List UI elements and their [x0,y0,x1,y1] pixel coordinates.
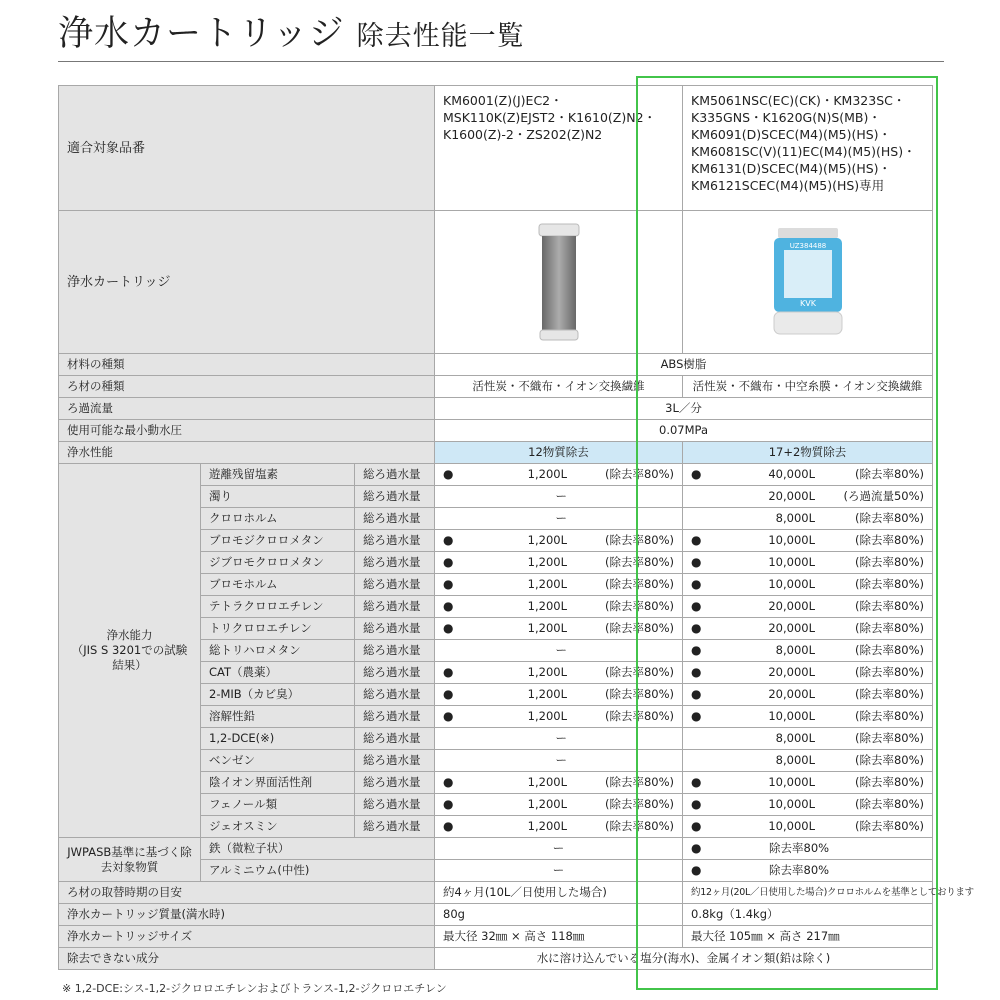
result-wrap [443,511,674,526]
metric-label: 総ろ過水量 [355,772,435,794]
result-wrap [691,797,924,812]
substance-name: 溶解性鉛 [201,706,355,728]
result-a [435,530,683,552]
row-pressure [59,420,933,442]
mark-dot: ● [691,467,702,481]
metric-label: 総ろ過水量 [355,464,435,486]
result-b [683,728,933,750]
mark-dot: ● [443,797,454,811]
result-a [435,618,683,640]
filter-material-b: 活性炭・不織布・中空糸膜・イオン交換繊維 [683,376,933,398]
substance-name: 鉄（微粒子状） [201,838,435,860]
flow-value: 3L／分 [435,398,933,420]
result-b [683,772,933,794]
result-wrap [691,577,924,592]
removal-note: (除去率80%) [854,687,924,701]
product-number-text: UZ384488 [789,242,826,250]
filtered-volume: 20,000L [768,489,815,503]
label-models: 適合対象品番 [59,86,435,211]
label-pressure: 使用可能な最小動水圧 [59,420,435,442]
filtered-volume: 1,200L [527,665,567,679]
removal-note: (除去率80%) [854,819,924,833]
removal-note: (除去率80%) [854,467,924,481]
removal-note: (ろ過流量50%) [843,489,924,503]
result-a [435,508,683,530]
page-title [58,6,525,56]
substance-name: 総トリハロメタン [201,640,355,662]
result-a [435,662,683,684]
filtered-volume: 10,000L [768,819,815,833]
capacity-subtitle: （JIS S 3201での試験結果） [71,643,188,672]
cartridge-b-image [683,211,933,354]
removal-note: (除去率80%) [604,577,674,591]
result-b [683,596,933,618]
substance-name: CAT（農薬） [201,662,355,684]
result-a [435,816,683,838]
metric-label: 総ろ過水量 [355,574,435,596]
result-wrap [443,687,674,702]
removal-note: (除去率80%) [854,665,924,679]
removal-note: (除去率80%) [604,599,674,613]
filtered-volume: 20,000L [768,687,815,701]
removal-rate: 除去率80% [769,841,830,855]
result-a [435,640,683,662]
result-b [683,552,933,574]
removal-note: (除去率80%) [854,621,924,635]
mark-dot: ● [691,599,702,613]
metric-label: 総ろ過水量 [355,486,435,508]
filtered-volume: 1,200L [527,599,567,613]
result-b [683,464,933,486]
removal-note: (除去率80%) [854,511,924,525]
result-a [435,596,683,618]
removal-note: (除去率80%) [604,819,674,833]
label-material: 材料の種類 [59,354,435,376]
filtered-volume: 40,000L [768,467,815,481]
jwpasb-a: ー [435,838,683,860]
result-wrap [443,797,674,812]
result-b [683,618,933,640]
mark-dot: ● [443,599,454,613]
filtered-volume: 10,000L [768,775,815,789]
substance-name: アルミニウム(中性) [201,860,435,882]
mark-dot: ● [443,533,454,547]
result-wrap [443,819,674,834]
result-wrap [443,621,674,636]
removal-note: (除去率80%) [854,577,924,591]
result-wrap [691,489,924,504]
removal-note: (除去率80%) [854,533,924,547]
filtered-volume: 1,200L [527,467,567,481]
substance-name: フェノール類 [201,794,355,816]
filtered-volume: 20,000L [768,599,815,613]
title-sub: 除去性能一覧 [356,21,525,52]
pressure-value: 0.07MPa [435,420,933,442]
filtered-volume: 20,000L [768,665,815,679]
result-wrap [443,665,674,680]
filtered-volume: 10,000L [768,555,815,569]
row-replace [59,882,933,904]
result-wrap [691,511,924,526]
filtered-volume: 1,200L [527,819,567,833]
label-capacity [59,464,201,838]
filtered-volume: 10,000L [768,533,815,547]
label-size: 浄水カートリッジサイズ [59,926,435,948]
substance-name: テトラクロロエチレン [201,596,355,618]
result-wrap [691,643,924,658]
result-b [683,750,933,772]
metric-label: 総ろ過水量 [355,684,435,706]
mark-dot: ● [443,687,454,701]
footnote: ※ 1,2-DCE:シス-1,2-ジクロロエチレンおよびトランス-1,2-ジクロロエチレン [62,982,447,995]
filtered-volume: 10,000L [768,709,815,723]
mark-dot: ● [691,709,702,723]
row-cartridge [59,211,933,354]
row-models [59,86,933,211]
result-a [435,728,683,750]
mark-dot: ● [691,863,702,877]
substance-name: ブロモジクロロメタン [201,530,355,552]
metric-label: 総ろ過水量 [355,728,435,750]
substance-name: ブロモホルム [201,574,355,596]
result-wrap [691,467,924,482]
brand-text: KVK [799,299,816,308]
result-wrap [691,775,924,790]
jwpasb-b [683,838,933,860]
filtered-volume: ー [555,731,567,745]
mark-dot: ● [443,665,454,679]
removal-note: (除去率80%) [604,621,674,635]
metric-label: 総ろ過水量 [355,750,435,772]
filtered-volume: 1,200L [527,533,567,547]
removal-note: (除去率80%) [604,709,674,723]
mark-dot: ● [443,467,454,481]
jwpasb-b [683,860,933,882]
kvk-cartridge-icon [768,226,848,338]
weight-b: 0.8kg（1.4kg） [683,904,933,926]
slim-cartridge-icon [534,222,584,342]
result-b [683,684,933,706]
mark-dot: ● [443,577,454,591]
label-flow: ろ過流量 [59,398,435,420]
result-b [683,574,933,596]
result-wrap [691,819,924,834]
mark-dot: ● [691,819,702,833]
performance-b: 17+2物質除去 [683,442,933,464]
removal-rate: 除去率80% [769,863,830,877]
filtered-volume: ー [555,489,567,503]
metric-label: 総ろ過水量 [355,662,435,684]
jwpasb-a: ー [435,860,683,882]
filtered-volume: 20,000L [768,621,815,635]
mark-dot: ● [443,775,454,789]
removal-note: (除去率80%) [604,797,674,811]
removal-note: (除去率80%) [854,709,924,723]
removal-note: (除去率80%) [854,555,924,569]
mark-dot: ● [691,775,702,789]
substance-name: 濁り [201,486,355,508]
result-b [683,486,933,508]
result-wrap [443,555,674,570]
removal-note: (除去率80%) [854,775,924,789]
row-size [59,926,933,948]
removal-note: (除去率80%) [854,797,924,811]
result-wrap [691,863,924,878]
mark-dot: ● [691,533,702,547]
capacity-title: 浄水能力 [106,628,153,642]
substance-name: 遊離残留塩素 [201,464,355,486]
result-wrap [691,709,924,724]
row-not-removed [59,948,933,970]
metric-label: 総ろ過水量 [355,596,435,618]
filtered-volume: 10,000L [768,577,815,591]
removal-note: (除去率80%) [854,643,924,657]
row-flow [59,398,933,420]
substance-name: ベンゼン [201,750,355,772]
mark-dot: ● [443,819,454,833]
metric-label: 総ろ過水量 [355,816,435,838]
spec-table [58,85,974,970]
filtered-volume: ー [555,643,567,657]
result-wrap [443,533,674,548]
substance-name: 1,2-DCE(※) [201,728,355,750]
models-b: KM5061NSC(EC)(CK)・KM323SC・K335GNS・K1620G(N)S(MB)・KM6091(D)SCEC(M4)(M5)(HS)・KM6081SC(V)(11)EC(M4)(M5)(HS)・KM6131(D)SCEC(M4)(M5)(HS)・KM6121SCEC(M4)(M5)(HS)専用 [683,86,933,211]
result-a [435,552,683,574]
result-wrap [691,533,924,548]
models-a: KM6001(Z)(J)EC2・MSK110K(Z)EJST2・K1610(Z)N2・K1600(Z)-2・ZS202(Z)N2 [435,86,683,211]
filtered-volume: ー [555,511,567,525]
result-wrap [443,753,674,768]
weight-a: 80g [435,904,683,926]
result-b [683,794,933,816]
mark-dot: ● [691,841,702,855]
result-wrap [443,709,674,724]
result-a [435,486,683,508]
result-wrap [691,753,924,768]
removal-note: (除去率80%) [604,467,674,481]
material-value: ABS樹脂 [435,354,933,376]
result-wrap [443,731,674,746]
table-row [59,838,933,860]
removal-note: (除去率80%) [854,599,924,613]
substance-name: ジブロモクロロメタン [201,552,355,574]
substance-name: トリクロロエチレン [201,618,355,640]
result-a [435,464,683,486]
result-b [683,816,933,838]
filtered-volume: 8,000L [775,511,815,525]
result-wrap [691,555,924,570]
filtered-volume: 1,200L [527,797,567,811]
result-a [435,794,683,816]
result-wrap [443,643,674,658]
title-main: 浄水カートリッジ [58,14,345,54]
filtered-volume: 1,200L [527,709,567,723]
row-weight [59,904,933,926]
metric-label: 総ろ過水量 [355,618,435,640]
size-b: 最大径 105㎜ × 高さ 217㎜ [683,926,933,948]
result-wrap [691,621,924,636]
mark-dot: ● [691,643,702,657]
filtered-volume: 8,000L [775,731,815,745]
result-wrap [443,467,674,482]
result-b [683,508,933,530]
filter-material-a: 活性炭・不織布・イオン交換繊維 [435,376,683,398]
label-not-removed: 除去できない成分 [59,948,435,970]
metric-label: 総ろ過水量 [355,794,435,816]
substance-name: 2-MIB（カビ臭） [201,684,355,706]
result-a [435,750,683,772]
result-b [683,530,933,552]
mark-dot: ● [691,555,702,569]
metric-label: 総ろ過水量 [355,530,435,552]
filtered-volume: 8,000L [775,753,815,767]
table-row [59,464,933,486]
metric-label: 総ろ過水量 [355,640,435,662]
cartridge-a-image [435,211,683,354]
result-wrap [443,599,674,614]
label-jwpasb: JWPASB基準に基づく除去対象物質 [59,838,201,882]
filtered-volume: 8,000L [775,643,815,657]
result-wrap [443,577,674,592]
label-filter-material: ろ材の種類 [59,376,435,398]
removal-note: (除去率80%) [854,753,924,767]
mark-dot: ● [691,577,702,591]
substance-name: 陰イオン界面活性剤 [201,772,355,794]
result-b [683,706,933,728]
result-wrap [443,489,674,504]
metric-label: 総ろ過水量 [355,508,435,530]
removal-note: (除去率80%) [604,665,674,679]
result-a [435,772,683,794]
filtered-volume: 10,000L [768,797,815,811]
label-performance: 浄水性能 [59,442,435,464]
removal-note: (除去率80%) [604,775,674,789]
filtered-volume: 1,200L [527,621,567,635]
result-wrap [691,687,924,702]
title-rule [58,61,944,62]
not-removed-value: 水に溶け込んでいる塩分(海水)、金属イオン類(鉛は除く) [435,948,933,970]
metric-label: 総ろ過水量 [355,706,435,728]
filtered-volume: 1,200L [527,775,567,789]
mark-dot: ● [443,621,454,635]
removal-note: (除去率80%) [604,555,674,569]
mark-dot: ● [443,555,454,569]
replace-a: 約4ヶ月(10L／日使用した場合) [435,882,683,904]
result-wrap [691,665,924,680]
result-b [683,662,933,684]
label-weight: 浄水カートリッジ質量(満水時) [59,904,435,926]
label-cartridge: 浄水カートリッジ [59,211,435,354]
removal-note: (除去率80%) [854,731,924,745]
mark-dot: ● [691,621,702,635]
row-material [59,354,933,376]
result-a [435,574,683,596]
size-a: 最大径 32㎜ × 高さ 118㎜ [435,926,683,948]
filtered-volume: 1,200L [527,555,567,569]
row-filter-material [59,376,933,398]
result-wrap [691,599,924,614]
metric-label: 総ろ過水量 [355,552,435,574]
performance-a: 12物質除去 [435,442,683,464]
row-performance [59,442,933,464]
mark-dot: ● [443,709,454,723]
replace-b: 約12ヶ月(20L／日使用した場合)クロロホルムを基準としております [683,882,933,904]
label-replace: ろ材の取替時期の目安 [59,882,435,904]
result-a [435,684,683,706]
result-wrap [443,775,674,790]
substance-name: ジェオスミン [201,816,355,838]
mark-dot: ● [691,687,702,701]
filtered-volume: 1,200L [527,577,567,591]
mark-dot: ● [691,797,702,811]
result-wrap [691,841,924,856]
removal-note: (除去率80%) [604,687,674,701]
result-wrap [691,731,924,746]
substance-name: クロロホルム [201,508,355,530]
mark-dot: ● [691,665,702,679]
result-b [683,640,933,662]
result-a [435,706,683,728]
filtered-volume: ー [555,753,567,767]
filtered-volume: 1,200L [527,687,567,701]
removal-note: (除去率80%) [604,533,674,547]
